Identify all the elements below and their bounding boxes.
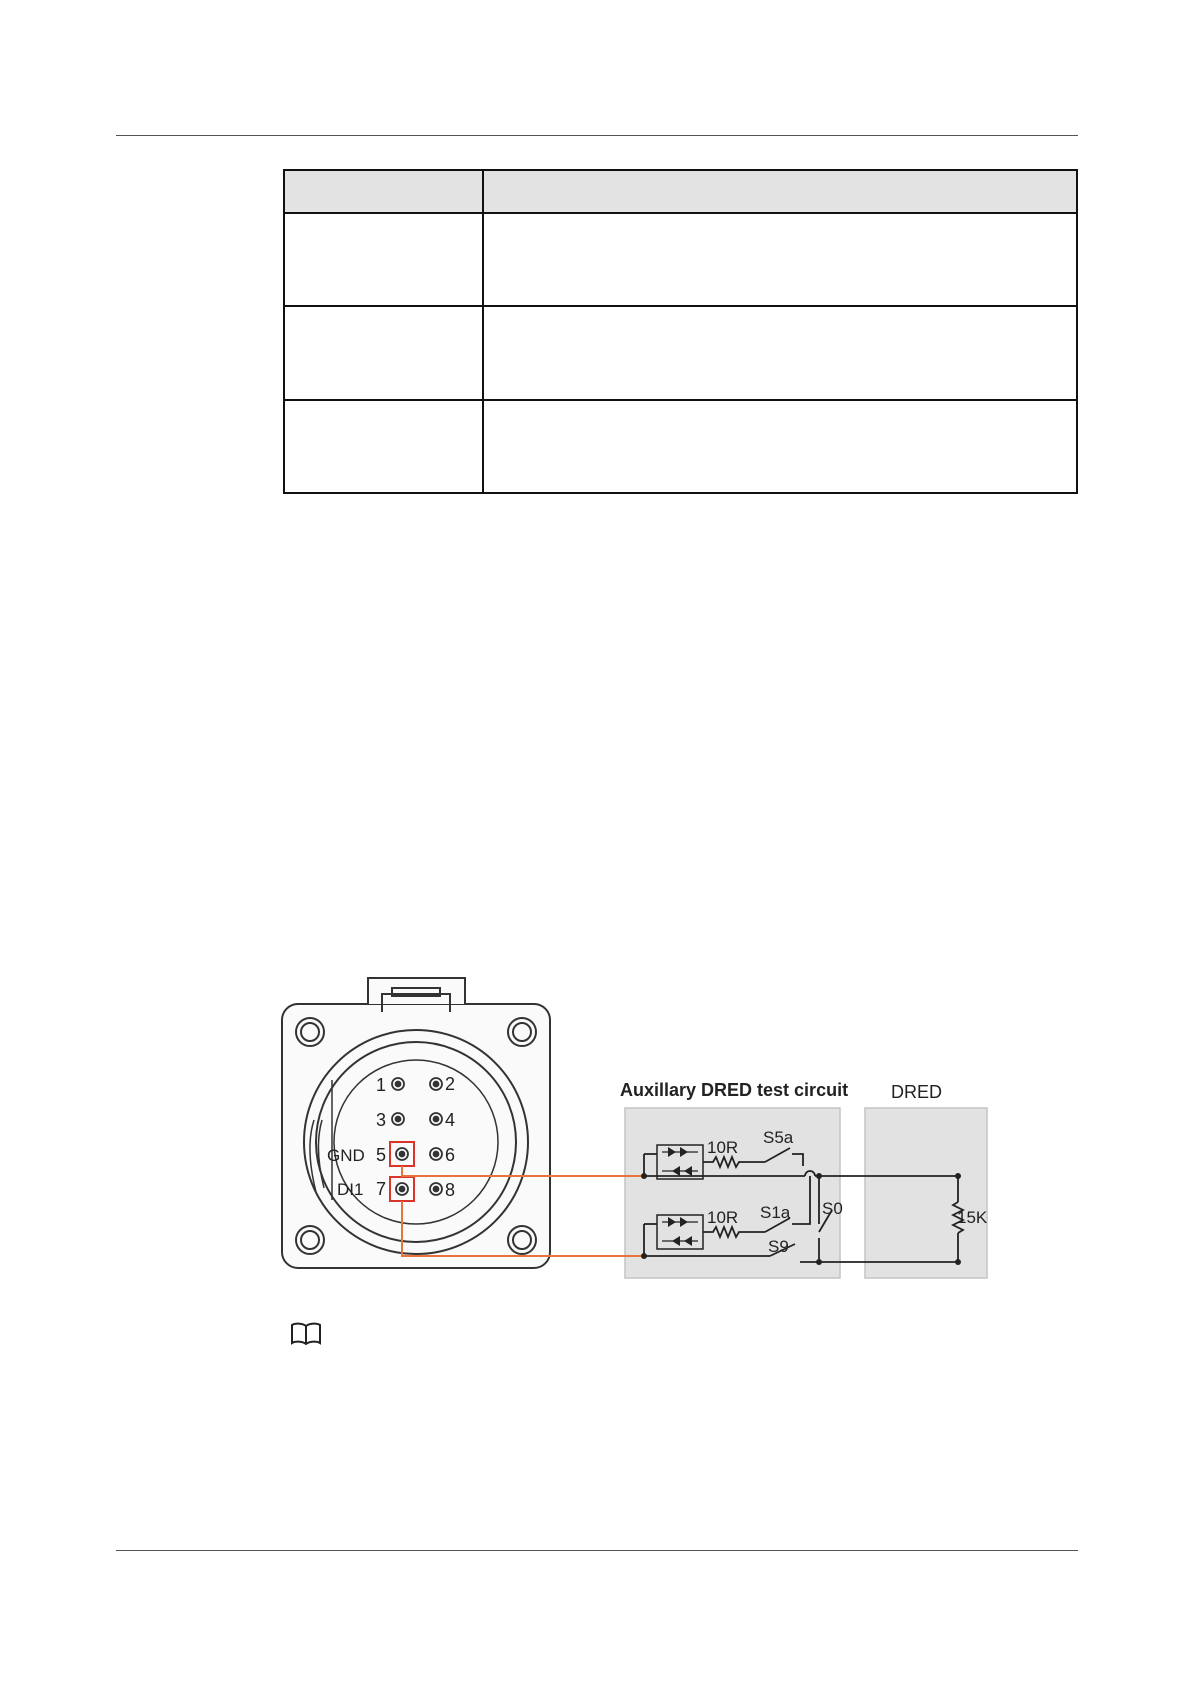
table-cell bbox=[483, 400, 1077, 493]
pin-label-3: 3 bbox=[376, 1110, 387, 1130]
aux-test-circuit-panel bbox=[625, 1108, 840, 1278]
dred-wiring-diagram bbox=[270, 970, 1000, 1290]
pin-label-5: 5 bbox=[376, 1145, 387, 1165]
table-row bbox=[284, 213, 1077, 306]
switch-s5a-label: S5a bbox=[763, 1128, 794, 1147]
table-cell bbox=[284, 400, 483, 493]
table-cell bbox=[284, 213, 483, 306]
parameter-table bbox=[283, 169, 1078, 494]
dred-title: DRED bbox=[891, 1082, 943, 1102]
gnd-label: GND bbox=[327, 1146, 365, 1165]
table-header-row bbox=[284, 170, 1077, 213]
di1-label: DI1 bbox=[337, 1180, 364, 1199]
dred-panel bbox=[865, 1108, 987, 1278]
table-row bbox=[284, 400, 1077, 493]
table-cell bbox=[483, 306, 1077, 399]
table-header-cell bbox=[483, 170, 1077, 213]
pin-label-6: 6 bbox=[445, 1145, 456, 1165]
book-icon bbox=[289, 1321, 323, 1347]
aux-circuit-title: Auxillary DRED test circuit bbox=[620, 1080, 849, 1100]
resistor-10r-bottom-label: 10R bbox=[707, 1208, 739, 1227]
pin-label-8: 8 bbox=[445, 1180, 456, 1200]
switch-s9-label: S9 bbox=[768, 1237, 789, 1256]
resistor-10r-top-label: 10R bbox=[707, 1138, 739, 1157]
switch-s0-label: S0 bbox=[822, 1199, 843, 1218]
switch-s1a-label: S1a bbox=[760, 1203, 791, 1222]
header-rule bbox=[116, 135, 1078, 136]
pin-label-1: 1 bbox=[376, 1075, 387, 1095]
pin-label-7: 7 bbox=[376, 1179, 387, 1199]
table-header-cell bbox=[284, 170, 483, 213]
table-row bbox=[284, 306, 1077, 399]
resistor-15k-label: 15K bbox=[957, 1208, 988, 1227]
pin-label-4: 4 bbox=[445, 1110, 456, 1130]
connector-socket bbox=[282, 978, 550, 1268]
footer-rule bbox=[116, 1550, 1078, 1551]
pin-label-2: 2 bbox=[445, 1074, 456, 1094]
table-cell bbox=[284, 306, 483, 399]
table-cell bbox=[483, 213, 1077, 306]
